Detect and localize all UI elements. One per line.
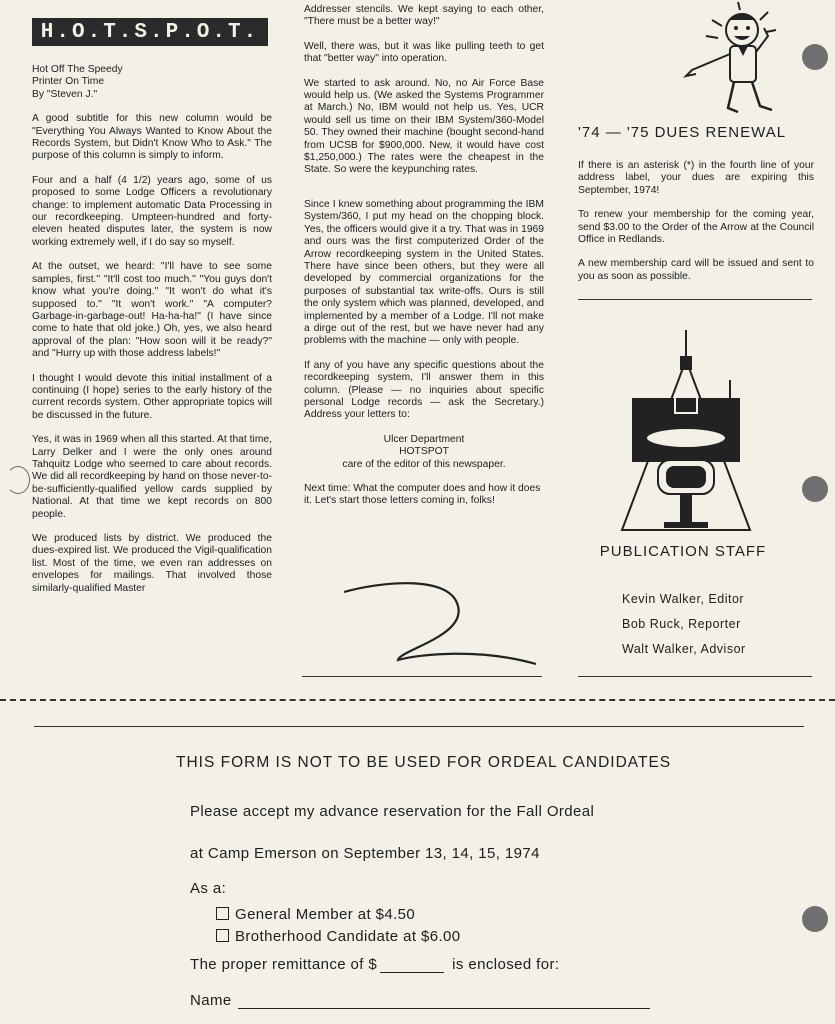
staff-advisor: Walt Walker, Advisor (622, 642, 746, 656)
column-1 (32, 64, 272, 607)
brotherhood-candidate-label: Brotherhood Candidate at $6.00 (235, 928, 461, 945)
publication-staff-heading: PUBLICATION STAFF (599, 543, 767, 560)
dues-bottom-rule (578, 299, 812, 300)
camp-dates-text: at Camp Emerson on September 13, 14, 15, 1974 (190, 845, 540, 862)
byline-line: Hot Off The Speedy (32, 64, 123, 75)
computer-operator-icon (618, 330, 754, 532)
paragraph: If there is an asterisk (*) in the fourth line of your address label, your dues are expiring this September, 1974! (578, 160, 814, 196)
mailing-address (304, 434, 544, 471)
dues-column (578, 160, 814, 295)
name-line (190, 992, 650, 1009)
column-2-bottom-rule (302, 676, 542, 677)
staff-editor: Kevin Walker, Editor (622, 592, 745, 606)
next-time-note: Next time: What the computer does and how it does it. Let's start those letters coming in, folks! (304, 483, 541, 507)
option-brotherhood-candidate[interactable] (216, 928, 461, 945)
name-label: Name (190, 992, 232, 1009)
column-2 (304, 4, 544, 520)
byline (32, 64, 272, 101)
brotherhood-candidate-checkbox[interactable] (216, 929, 229, 942)
address-line: HOTSPOT (399, 446, 449, 458)
punch-hole-bottom (802, 906, 828, 932)
general-member-checkbox[interactable] (216, 907, 229, 920)
paragraph: Since I knew something about programming the IBM System/360, I put my head on the chopping block. Yes, the officers would give it a try. That was in 1969 and ours was the first computerized Order of the Arrow recordkeeping system in the United States. There have since been others, but they were all developed by commercial organizations for the purposes of substantial tax write-offs. Ours is still the only system which was planned, developed, and implemented by a member of a Lodge. I'll not make a dirge out of the rest, but we have never had any problems with the machine — only with people. (304, 198, 544, 347)
paragraph: A new membership card will be issued and sent to you as soon as possible. (578, 258, 814, 282)
punch-hole-left-ghost (6, 466, 30, 494)
address-line: Ulcer Department (383, 433, 465, 445)
dues-heading: '74 — '75 DUES RENEWAL (578, 124, 787, 141)
paragraph: Yes, it was in 1969 when all this started. At that time, Larry Delker and I were the only ones around Tahquitz Lodge who seemed to care about records. We did all recordkeeping by hand on those never-to-be-sufficiently-qualified yellow cards supplied by National. At that time we kept records on 800 people. (32, 434, 272, 520)
punch-hole-middle (802, 476, 828, 502)
remittance-label: The proper remittance of $ (190, 956, 378, 973)
form-title: THIS FORM IS NOT TO BE USED FOR ORDEAL CANDIDATES (176, 754, 672, 771)
cut-line (0, 699, 835, 701)
general-member-label: General Member at $4.50 (235, 906, 416, 923)
paragraph: At the outset, we heard: "I'll have to see some samples, first." "It'll cost too much." "You guys don't know what you're doing." "It won't do what it's supposed to." "It won't work." "A computer? Garbage-in-garbage-out! Ha-ha-ha!" (I have since come to hate that old joke.) Oh, yes, we also heard approval of the plan: "How soon will it be ready?" and "Hurry up with those address labels!" (32, 261, 272, 360)
paragraph: To renew your membership for the coming year, send $3.00 to the Order of the Arrow at the Council Office in Redlands. (578, 209, 814, 246)
form-top-rule (34, 726, 804, 727)
paragraph: Well, there was, but it was like pulling teeth to get that "better way" into operation. (304, 40, 544, 65)
paragraph: I thought I would devote this initial installment of a continuing (I hope) series to the early history of the current records system. Other appropriate topics will be discussed in the future. (32, 372, 272, 421)
signature-scribble (340, 578, 540, 668)
paragraph: If any of you have any specific questions about the recordkeeping system, I'll answer them in this column. (Please — no inquiries about specific personal Lodge records — ask the Secretary.) Address your letters to: (304, 359, 544, 421)
paragraph: Addresser stencils. We kept saying to each other, "There must be a better way!" (304, 4, 544, 28)
staff-bottom-rule (578, 676, 812, 677)
hotspot-banner: H.O.T.S.P.O.T. (32, 18, 268, 46)
staff-reporter: Bob Ruck, Reporter (622, 617, 741, 631)
name-field[interactable] (238, 994, 650, 1009)
remittance-line (190, 956, 559, 973)
paragraph: We started to ask around. No, no Air Force Base would help us. (We asked the Systems Programmer at March.) No, IBM would not help us. Yes, UCR would sell us time on their IBM System/360-Model 50. They owned their machine (bought second-hand from UCSB for $900,000. New, it would have cost $1,250,000.) The rates were the cheapest in the State. So were the keypunching rates. (304, 77, 544, 176)
paragraph: A good subtitle for this new column would be "Everything You Always Wanted to Know About the Records System, but Didn't Know Who to Ask." The purpose of this column is simply to inform. (32, 113, 272, 162)
option-general-member[interactable] (216, 906, 415, 923)
paragraph: Four and a half (4 1/2) years ago, some of us proposed to some Lodge Officers a revolutionary change: to implement automatic Data Processing in our recordkeeping. Umpteen-hundred and forty-eleven heated disputes later, the system is now working extremely well, if I do say so myself. (32, 174, 272, 248)
remittance-amount-field[interactable] (380, 958, 444, 973)
paragraph: We produced lists by district. We produced the dues-expired list. We produced the Vigil-qualification list. Most of the time, we even ran addresses on envelopes for mailings. That involved those similarly-qualified Master (32, 533, 272, 594)
reservation-text: Please accept my advance reservation for the Fall Ordeal (190, 803, 595, 820)
cartoon-man-icon (682, 0, 796, 120)
byline-line: By "Steven J." (32, 88, 98, 100)
remittance-suffix: is enclosed for: (452, 956, 560, 973)
address-line: care of the editor of this newspaper. (342, 458, 506, 470)
punch-hole-top (802, 44, 828, 70)
as-a-label: As a: (190, 880, 227, 897)
byline-line: Printer On Time (32, 76, 105, 88)
